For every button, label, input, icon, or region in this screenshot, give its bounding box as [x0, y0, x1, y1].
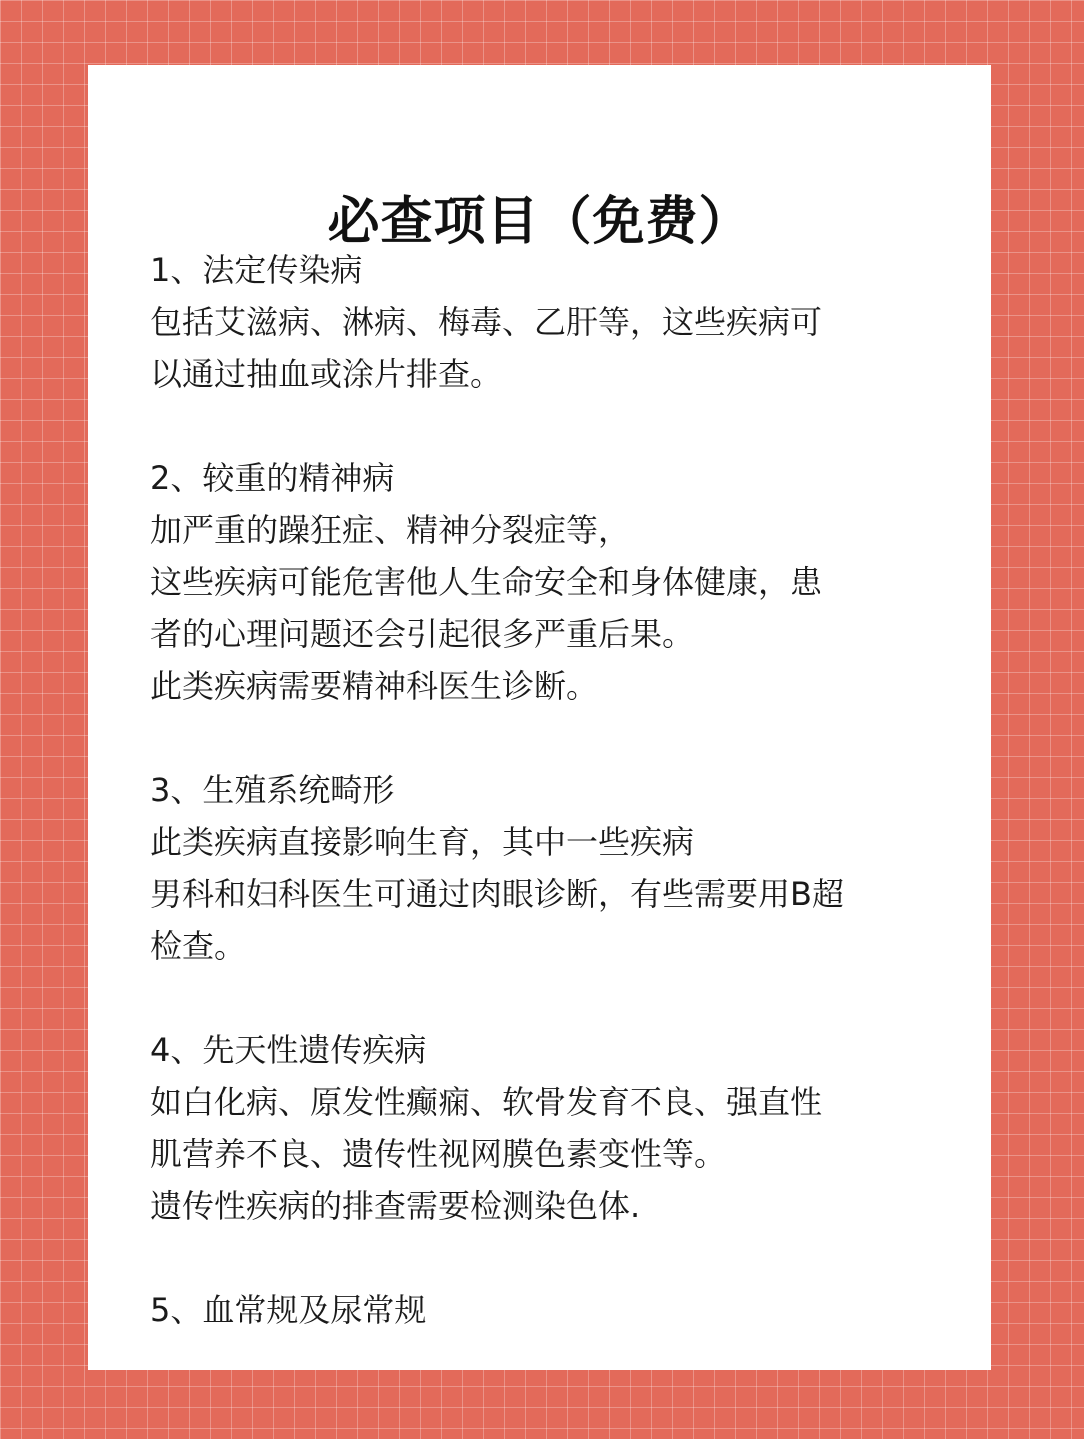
section-heading: 3、生殖系统畸形 [150, 771, 395, 809]
section-text-line: 如白化病、原发性癫痫、软骨发育不良、强直性 [150, 1083, 823, 1121]
section-text-line: 者的心理问题还会引起很多严重后果。 [150, 615, 695, 653]
section-text-line: 以通过抽血或涂片排查。 [150, 355, 503, 393]
section-text-line: 肌营养不良、遗传性视网膜色素变性等。 [150, 1135, 727, 1173]
content-body [150, 244, 960, 1388]
section-heading: 2、较重的精神病 [150, 459, 395, 497]
section-text-line: 男科和妇科医生可通过肉眼诊断，有些需要用B超 [150, 875, 844, 913]
section-text-line: 此类疾病直接影响生育，其中一些疾病 [150, 823, 695, 861]
section-text-line: 此类疾病需要精神科医生诊断。 [150, 667, 599, 705]
section-2 [150, 452, 960, 712]
page-title: 必查项目（免费） [327, 192, 752, 252]
section-heading: 1、法定传染病 [150, 251, 363, 289]
section-4 [150, 1024, 960, 1232]
section-3 [150, 764, 960, 972]
section-text-line: 加严重的躁狂症、精神分裂症等， [150, 511, 631, 549]
section-heading: 4、先天性遗传疾病 [150, 1031, 427, 1069]
section-5 [150, 1284, 960, 1336]
section-text-line: 遗传性疾病的排查需要检测染色体. [150, 1187, 641, 1225]
section-heading: 5、血常规及尿常规 [150, 1291, 427, 1329]
section-text-line: 包括艾滋病、淋病、梅毒、乙肝等，这些疾病可 [150, 303, 823, 341]
section-text-line: 这些疾病可能危害他人生命安全和身体健康，患 [150, 563, 823, 601]
section-1 [150, 244, 960, 400]
section-text-line: 检查。 [150, 927, 247, 965]
